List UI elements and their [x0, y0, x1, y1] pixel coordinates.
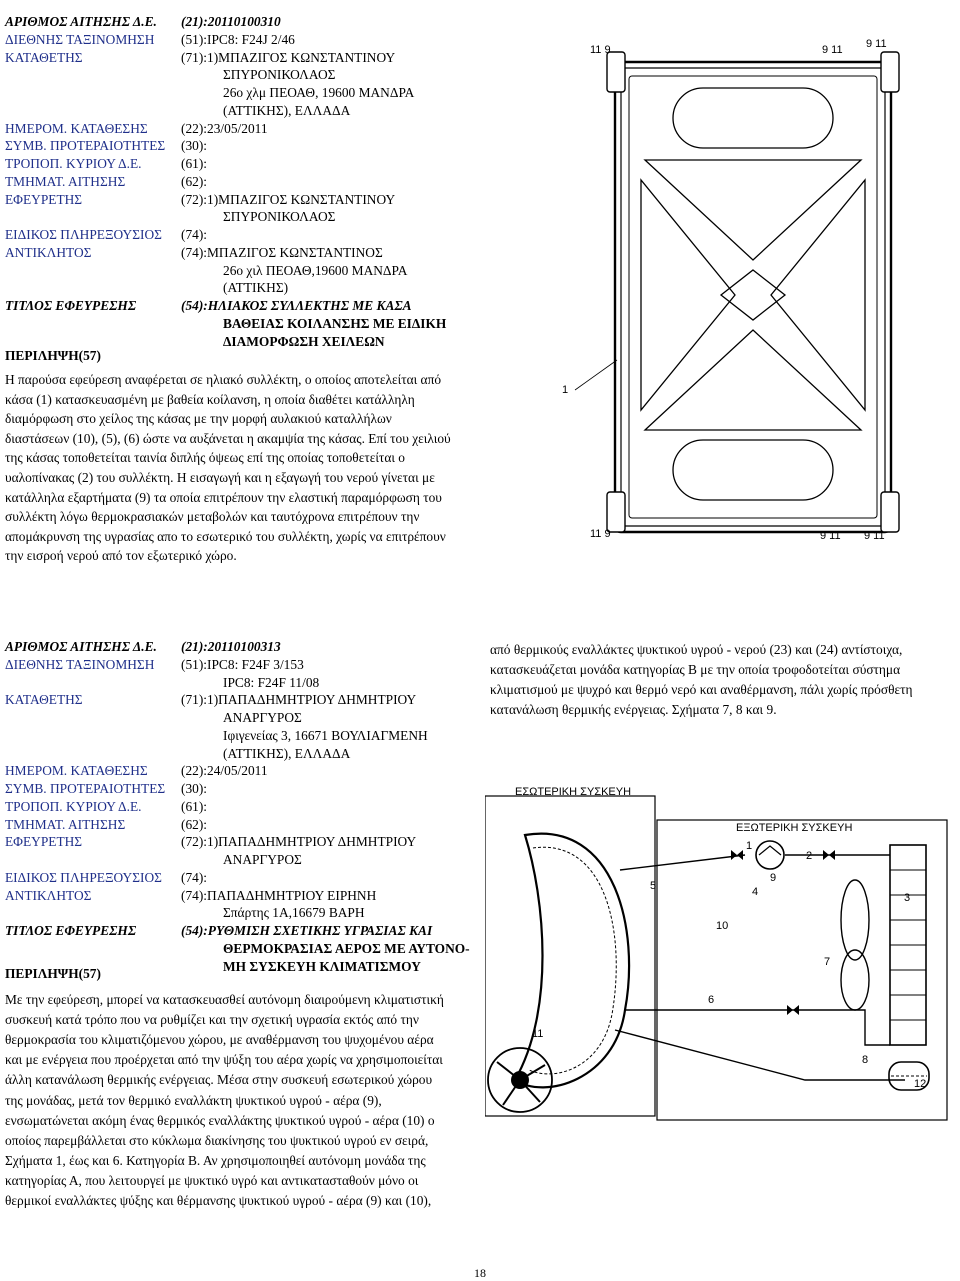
fig2-num-11: 11: [532, 1028, 544, 1040]
field-label: ΑΡΙΘΜΟΣ ΑΙΤΗΣΗΣ Δ.Ε.: [5, 639, 157, 654]
field-value: (54):ΗΛΙΑΚΟΣ ΣΥΛΛΕΚΤΗΣ ΜΕ ΚΑΣΑ: [181, 298, 412, 313]
field-value: (74):ΠΑΠΑΔΗΜΗΤΡΙΟΥ ΕΙΡΗΝΗ: [181, 887, 377, 903]
field-value: (ΑΤΤΙΚΗΣ), ΕΛΛΑΔΑ: [223, 745, 351, 761]
fig1-label-top-right: 9 11: [866, 38, 887, 50]
fig2-num-5: 5: [650, 880, 657, 892]
summary-line: Σχήματα 1, έως και 6. Κατηγορία Β. Αν χρησιμοποιηθεί αυτόνομη μονάδα της: [5, 1152, 426, 1168]
summary-line: κλιματισμού με ψυχρό και θερμό νερό και αναθέρμανση, πάλι χωρίς πρόσθετη: [490, 682, 913, 697]
summary-line: κατασκευάζεται μονάδα κατηγορίας Β με την οποία τροφοδοτείται σύστημα: [490, 662, 901, 677]
collector-outer-frame: [615, 62, 891, 532]
fig1-label-bottom-left: 11 9: [590, 528, 611, 540]
lattice-top: [645, 160, 861, 260]
field-label: ΗΜΕΡΟΜ. ΚΑΤΑΘΕΣΗΣ: [5, 763, 148, 779]
summary-line: θερμοκρασία του κλιματιζόμενου χώρου, με αναθέρμανση του ψυχομένου αέρα: [5, 1032, 434, 1048]
fig1-label-side: 1: [562, 384, 569, 396]
summary-line: από θερμικούς εναλλάκτες ψυκτικού υγρού - νερού (23) και (24) αντίστοιχα,: [490, 642, 903, 657]
lattice-bottom: [645, 330, 861, 430]
summary-line: απομάκρυνση της υγρασίας απο το εσωτερικό του συλλέκτη, χωρίς να επιτρέπουν: [5, 528, 446, 544]
field-value: (74):: [181, 227, 208, 242]
fitting-top-right: [881, 52, 899, 92]
fig2-num-2: 2: [806, 850, 813, 862]
fitting-bottom-left: [607, 492, 625, 532]
field-label: ΕΙΔΙΚΟΣ ΠΛΗΡΕΞΟΥΣΙΟΣ: [5, 869, 162, 885]
fig2-num-3: 3: [904, 892, 911, 904]
bottom-oval: [673, 440, 833, 500]
field-value: (30):: [181, 781, 208, 796]
fig2-num-10: 10: [716, 920, 729, 932]
field-label: ΑΝΤΙΚΛΗΤΟΣ: [5, 244, 92, 260]
field-value: (22):23/05/2011: [181, 120, 268, 136]
field-label: ΕΙΔΙΚΟΣ ΠΛΗΡΕΞΟΥΣΙΟΣ: [5, 227, 162, 242]
field-value: (71):1)ΠΑΠΑΔΗΜΗΤΡΙΟΥ ΔΗΜΗΤΡΙΟΥ: [181, 692, 417, 708]
field-label: ΑΡΙΘΜΟΣ ΑΙΤΗΣΗΣ Δ.Ε.: [5, 14, 157, 29]
field-value: (54):ΡΥΘΜΙΣΗ ΣΧΕΤΙΚΗΣ ΥΓΡΑΣΙΑΣ ΚΑΙ: [181, 923, 433, 938]
field-value: (61):: [181, 156, 208, 171]
fig2-num-7: 7: [824, 956, 831, 968]
collector-channel: [629, 76, 877, 518]
summary-line: διαστάσεων (10), (5), (6) ώστε να αυξάνεται η ακαμψία της κάσας. Επί του χειλιού: [5, 430, 451, 446]
fig1-label-bottom-middle: 9 11: [820, 530, 841, 542]
field-value: (22):24/05/2011: [181, 763, 268, 779]
field-value: (30):: [181, 138, 208, 154]
field-value: (21):20110100310: [181, 14, 281, 29]
summary-line: ενσωματώνεται ακόμη ένας θερμικός εναλλάκτης ψυκτικού υγρού - αέρα (10) ο: [5, 1112, 435, 1128]
field-value: (74):ΜΠΑΖΙΓΟΣ ΚΩΝΣΤΑΝΤΙΝΟΣ: [181, 244, 383, 260]
field-label: ΤΙΤΛΟΣ ΕΦΕΥΡΕΣΗΣ: [5, 923, 137, 938]
field-value: (21):20110100313: [181, 639, 281, 654]
summary-line: της κάσας τοποθετείται ταινία διπλής όψεως επί της οποίας τοποθετείται ο: [5, 450, 405, 466]
summary-line: κατηγορίας Α, που λειτουργεί με ψυκτικό υγρό και αντικατασταθούν μόνο οι: [5, 1172, 419, 1188]
summary-line: κατάλληλα εξαρτήματα (9) τα οποία επιτρέπουν την ελαστική παραμόρφωση του: [5, 489, 442, 505]
field-label: ΤΡΟΠΟΠ. ΚΥΡΙΟΥ Δ.Ε.: [5, 798, 142, 814]
indoor-coil: [515, 834, 629, 1088]
summary-line: της μονάδας, μετά τον θερμικό εναλλάκτη ψυκτικού υγρού - αέρα (9),: [5, 1092, 382, 1108]
summary-line: άλλη κατανάλωση θερμικής ενέργειας. Μέσα στην συσκευή εσωτερικού χώρου: [5, 1072, 433, 1088]
outdoor-fan: [841, 880, 869, 1010]
field-value: (72):1)ΠΑΠΑΔΗΜΗΤΡΙΟΥ ΔΗΜΗΤΡΙΟΥ: [181, 834, 417, 850]
field-value: 26ο χιλ ΠΕΟΑΘ,19600 ΜΑΝΔΡΑ: [223, 262, 408, 278]
fig2-outdoor-label: ΕΞΩΤΕΡΙΚΗ ΣΥΣΚΕΥΗ: [736, 822, 853, 834]
record2-summary-heading: ΠΕΡΙΛΗΨΗ(57): [5, 966, 101, 981]
field-label: ΤΜΗΜΑΤ. ΑΙΤΗΣΗΣ: [5, 816, 126, 832]
summary-line: την εισροή νερού από τον εξωτερικό χώρο.: [5, 548, 237, 564]
fig2-indoor-label: ΕΣΩΤΕΡΙΚΗ ΣΥΣΚΕΥΗ: [515, 786, 632, 798]
field-value: Σπάρτης 1Α,16679 ΒΑΡΗ: [223, 905, 365, 921]
fig1-label-top-left: 11 9: [590, 44, 611, 56]
field-value: (62):: [181, 816, 208, 832]
field-value: 26ο χλμ ΠΕΟΑΘ, 19600 ΜΑΝΔΡΑ: [223, 85, 415, 100]
field-label: ΗΜΕΡΟΜ. ΚΑΤΑΘΕΣΗΣ: [5, 120, 148, 136]
compressor: [756, 841, 784, 869]
summary-line: θερμικοί εναλλάκτες ψύξης και θέρμανσης ψυκτικού υγρού - αέρα (9) και (10),: [5, 1193, 432, 1208]
field-label: ΕΦΕΥΡΕΤΗΣ: [5, 834, 83, 850]
collector-inner-frame: [621, 68, 885, 526]
field-value: ΒΑΘΕΙΑΣ ΚΟΙΛΑΝΣΗΣ ΜΕ ΕΙΔΙΚΗ: [223, 315, 447, 331]
field-value: (72):1)ΜΠΑΖΙΓΟΣ ΚΩΝΣΤΑΝΤΙΝΟΥ: [181, 191, 396, 207]
summary-line: κατανάλωση θερμικής ενέργειας. Σχήματα 7, 8 και 9.: [490, 702, 777, 717]
fig2-num-6: 6: [708, 994, 715, 1006]
field-value: (71):1)ΜΠΑΖΙΓΟΣ ΚΩΝΣΤΑΝΤΙΝΟΥ: [181, 49, 396, 65]
field-value: (51):IPC8: F24J 2/46: [181, 31, 295, 47]
field-value: (74):: [181, 869, 208, 885]
field-value: ΔΙΑΜΟΡΦΩΣΗ ΧΕΙΛΕΩΝ: [223, 333, 385, 349]
field-value: ΜΗ ΣΥΣΚΕΥΗ ΚΛΙΜΑΤΙΣΜΟΥ: [223, 958, 421, 974]
field-value: ΣΠΥΡΟΝΙΚΟΛΑΟΣ: [223, 67, 336, 83]
summary-line: Με την εφεύρεση, μπορεί να κατασκευασθεί αυτόνομη διαιρούμενη κλιματιστική: [5, 992, 444, 1007]
field-value: ΘΕΡΜΟΚΡΑΣΙΑΣ ΑΕΡΟΣ ΜΕ ΑΥΤΟΝΟ-: [223, 940, 470, 956]
field-label: ΤΙΤΛΟΣ ΕΦΕΥΡΕΣΗΣ: [5, 298, 137, 313]
summary-line: οποίος παρεμβάλλεται στο κύκλωμα διακίνησης του ψυκτικού υγρού εν σειρά,: [5, 1132, 429, 1148]
summary-line: και με ενέργεια που προέρχεται από την ψύξη του αέρα χωρίς να χρησιμοποιείται: [5, 1052, 443, 1068]
summary-line: διαμόρφωση στο χείλος της κάσας με την μορφή αυλακιού καταλλήλων: [5, 411, 392, 427]
summary-line: συλλέκτη λόγω θερμοκρασιακών μεταβολών και ταυτόχρονα επιτρέπουν την: [5, 509, 420, 525]
summary-line: συσκευή κατά τρόπο που να ρυθμίζει και την σχετική υγρασία εκτός από την: [5, 1012, 419, 1028]
field-label: ΣΥΜΒ. ΠΡΟΤΕΡΑΙΟΤΗΤΕΣ: [5, 138, 166, 154]
field-label: ΔΙΕΘΝΗΣ ΤΑΞΙΝΟΜΗΣΗ: [5, 656, 155, 672]
field-label: ΚΑΤΑΘΕΤΗΣ: [5, 692, 83, 708]
fig2-num-12: 12: [914, 1078, 927, 1090]
summary-line: κάσα (1) κατασκευασμένη με βαθεία κοίλανση, η οποία διαθέτει κατάλληλη: [5, 391, 415, 407]
field-value: IPC8: F24F 11/08: [223, 674, 320, 690]
fig1-label-top-middle: 9 11: [822, 44, 843, 56]
record2-ac-figure: [485, 780, 953, 1125]
field-label: ΤΡΟΠΟΠ. ΚΥΡΙΟΥ Δ.Ε.: [5, 156, 142, 171]
field-value: (61):: [181, 798, 208, 814]
field-label: ΣΥΜΒ. ΠΡΟΤΕΡΑΙΟΤΗΤΕΣ: [5, 781, 166, 796]
page-number: 18: [474, 1266, 486, 1280]
field-label: ΤΜΗΜΑΤ. ΑΙΤΗΣΗΣ: [5, 173, 126, 189]
summary-line: υαλοπίνακας (2) του συλλέκτη. Η εισαγωγή και η εξαγωγή του νερού γίνεται με: [5, 470, 435, 485]
record1-summary-heading: ΠΕΡΙΛΗΨΗ(57): [5, 348, 101, 363]
field-label: ΚΑΤΑΘΕΤΗΣ: [5, 49, 83, 65]
field-value: ΑΝΑΡΓΥΡΟΣ: [223, 852, 302, 867]
fig1-label-bottom-right: 9 11: [864, 530, 885, 542]
field-label: ΔΙΕΘΝΗΣ ΤΑΞΙΝΟΜΗΣΗ: [5, 31, 155, 47]
top-oval: [673, 88, 833, 148]
field-value: ΑΝΑΡΓΥΡΟΣ: [223, 710, 302, 725]
field-value: (62):: [181, 173, 208, 189]
field-label: ΕΦΕΥΡΕΤΗΣ: [5, 191, 83, 207]
fig2-num-8: 8: [862, 1054, 869, 1066]
fitting-bottom-right: [881, 492, 899, 532]
record1-collector-figure: [555, 30, 955, 550]
fig2-num-9: 9: [770, 872, 777, 884]
summary-line: Η παρούσα εφεύρεση αναφέρεται σε ηλιακό συλλέκτη, ο οποίος αποτελείται από: [5, 372, 442, 387]
field-value: (ΑΤΤΙΚΗΣ), ΕΛΛΑΔΑ: [223, 102, 351, 118]
field-value: Ιφιγενείας 3, 16671 ΒΟΥΛΙΑΓΜΕΝΗ: [223, 727, 428, 743]
field-value: (ΑΤΤΙΚΗΣ): [223, 280, 289, 296]
fitting-top-left: [607, 52, 625, 92]
fig2-num-1: 1: [746, 840, 753, 852]
lattice-center: [721, 270, 785, 320]
fig2-num-4: 4: [752, 886, 759, 898]
field-value: ΣΠΥΡΟΝΙΚΟΛΑΟΣ: [223, 209, 336, 225]
field-label: ΑΝΤΙΚΛΗΤΟΣ: [5, 887, 92, 903]
field-value: (51):IPC8: F24F 3/153: [181, 656, 304, 672]
